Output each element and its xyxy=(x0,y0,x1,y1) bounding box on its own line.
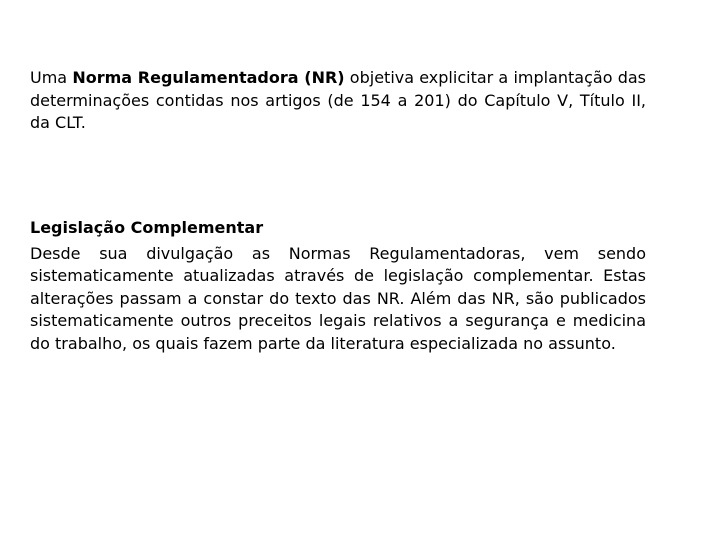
complementary-legislation-section xyxy=(30,217,646,355)
intro-paragraph xyxy=(30,67,646,135)
intro-rest: objetiva explicitar a implantação das determinações contidas nos artigos (de 154 a 201) do Capítulo V, Título II, da CLT. xyxy=(30,68,647,132)
intro-bold-term: Norma Regulamentadora (NR) xyxy=(72,68,345,87)
section-body: Desde sua divulgação as Normas Regulamentadoras, vem sendo sistematicamente atualizadas através de legislação complementar. Estas alterações passam a constar do texto das NR. Além das NR, são publicados sistematicamente outros preceitos legais relativos a segurança e medicina do trabalho, os quais fazem parte da literatura especializada no assunto. xyxy=(30,243,646,353)
intro-prefix: Uma xyxy=(30,68,73,87)
section-heading: Legislação Complementar xyxy=(30,218,264,237)
